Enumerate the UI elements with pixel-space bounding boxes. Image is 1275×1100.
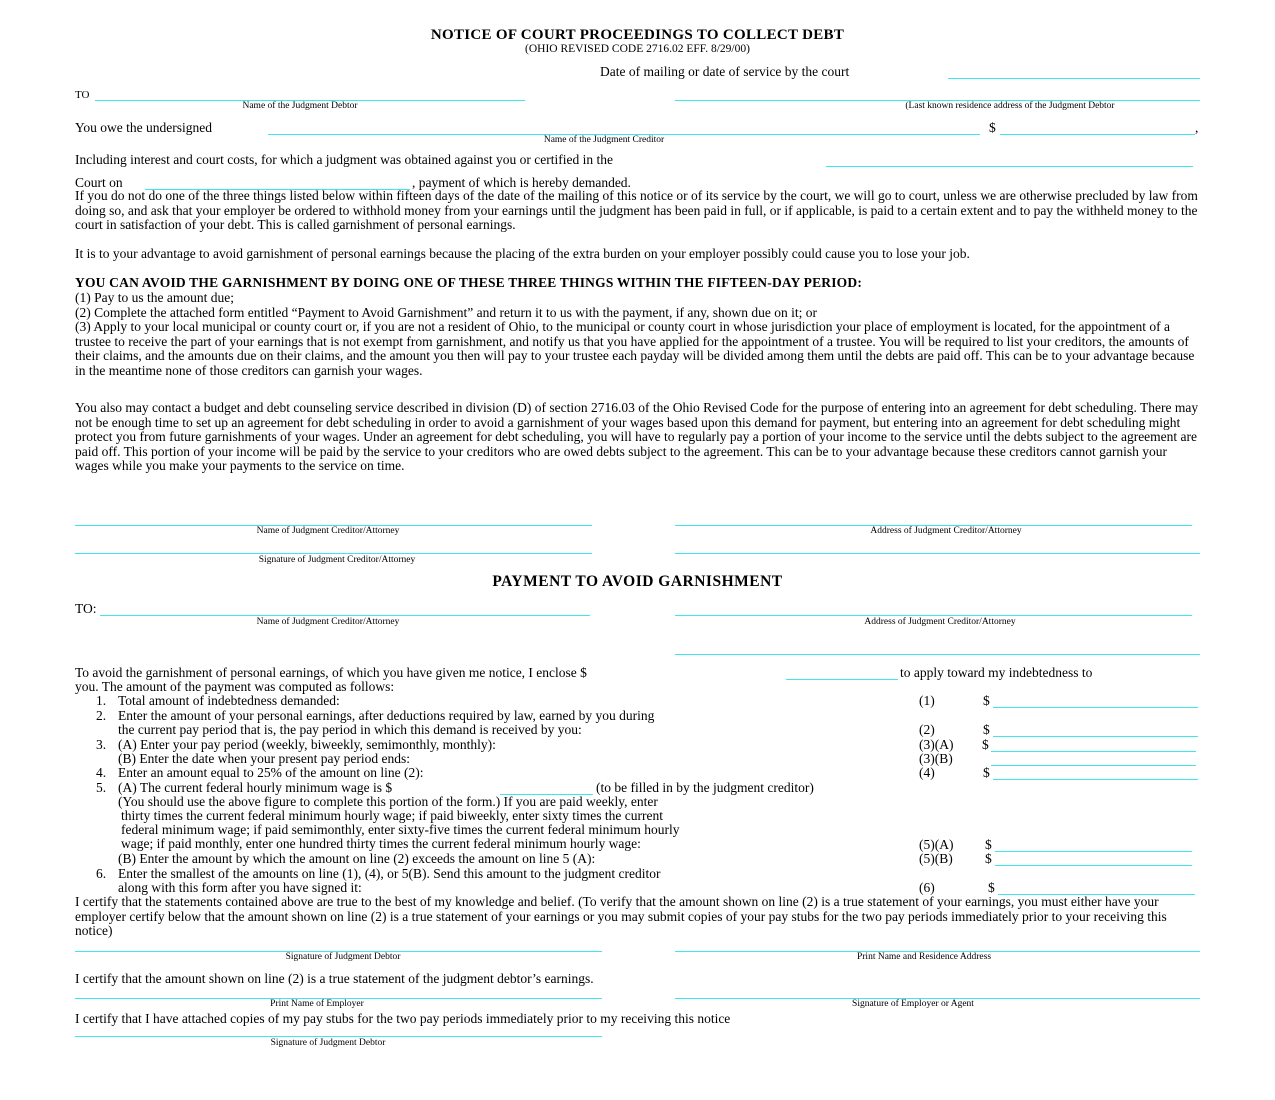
line-ref: (5)(A)	[919, 837, 954, 852]
creditor-name-caption: Name of the Judgment Creditor	[543, 135, 665, 145]
line-3a-field[interactable]	[991, 751, 1196, 752]
line-5b-amount-field[interactable]	[995, 865, 1192, 866]
item-text: Total amount of indebtedness demanded:	[118, 693, 340, 708]
payment-demanded-text: , payment of which is hereby demanded.	[412, 175, 631, 190]
option-3: (3) Apply to your local municipal or county court or, if you are not a resident of Ohio, to the municipal or county court in whose jurisdiction your place of employment is located, for the appointment of a trustee to receive the part of your earnings that is not exempt from garnishment, and notify us that you have applied for the appointment of a trustee. You will be required to list your creditors, the amounts of their claims, and the amounts due on their claims, and the amount you then will pay to your trustee each payday will be divided among them until the debts are paid off. This can be to your advantage because in the meantime none of those creditors can garnish your wages.	[75, 319, 1195, 378]
payment-intro-b: to apply toward my indebtedness to	[900, 665, 1093, 680]
item-text: along with this form after you have signed it:	[118, 880, 362, 895]
item-text: (B) Enter the date when your present pay period ends:	[118, 751, 411, 766]
paragraph-advantage: It is to your advantage to avoid garnishment of personal earnings because the placing of the extra burden on your employer possibly could cause you to lose your job.	[75, 246, 970, 261]
payment-form-title: PAYMENT TO AVOID GARNISHMENT	[492, 573, 783, 590]
option-1: (1) Pay to us the amount due;	[75, 290, 234, 305]
payment-intro-a: To avoid the garnishment of personal earnings, of which you have given me notice, I enclose $	[75, 665, 587, 680]
creditor-attorney-signature-field[interactable]	[75, 553, 592, 554]
creditor-attorney-address-line2[interactable]	[675, 553, 1200, 554]
payment-intro-c: you. The amount of the payment was computed as follows:	[75, 679, 395, 694]
debtor-name-caption: Name of the Judgment Debtor	[242, 101, 358, 111]
certified-in-field[interactable]	[826, 166, 1193, 167]
payment-creditor-address-line2[interactable]	[675, 654, 1200, 655]
item-number: 2.	[96, 708, 107, 723]
date-of-mailing-label: Date of mailing or date of service by the court	[600, 64, 850, 79]
certification-statement: I certify that the statements contained above are true to the best of my knowledge and belief. (To verify that the amount shown on line (2) is a true statement of your earnings, you must either have your employer certify below that the amount shown on line (2) is a true statement of your earnings or you may submit copies of your pay stubs for the two pay periods immediately prior to your receiving this notice)	[75, 894, 1167, 939]
line-ref: (3)(B)	[919, 751, 953, 766]
payment-creditor-address-field[interactable]	[675, 615, 1192, 616]
line-1-amount-field[interactable]	[993, 707, 1198, 708]
item-text: Enter an amount equal to 25% of the amount on line (2):	[118, 765, 424, 780]
item-number: 4.	[96, 765, 107, 780]
form-subtitle: (OHIO REVISED CODE 2716.02 EFF. 8/29/00)	[525, 43, 750, 55]
date-of-mailing-field[interactable]	[948, 78, 1200, 79]
item-text: Enter the amount of your personal earnings, after deductions required by law, earned by you during	[118, 708, 655, 723]
creditor-attorney-address-caption: Address of Judgment Creditor/Attorney	[870, 526, 1022, 536]
payment-creditor-name-field[interactable]	[100, 615, 590, 616]
item-number: 3.	[96, 737, 107, 752]
line-5a-amount-field[interactable]	[995, 851, 1192, 852]
creditor-attorney-signature-caption: Signature of Judgment Creditor/Attorney	[258, 555, 416, 565]
including-text: Including interest and court costs, for which a judgment was obtained against you or certified in the	[75, 152, 613, 167]
item-text: thirty times the current federal minimum hourly wage; if paid biweekly, enter sixty times the current	[121, 808, 663, 823]
item-text: (A) Enter your pay period (weekly, biweekly, semimonthly, monthly):	[118, 737, 496, 752]
payment-to-label: TO:	[75, 601, 97, 616]
item-number: 1.	[96, 693, 107, 708]
dollar-sign: $	[988, 880, 995, 895]
debtor-address-caption: (Last known residence address of the Judgment Debtor	[905, 101, 1115, 111]
avoid-heading: YOU CAN AVOID THE GARNISHMENT BY DOING ONE OF THESE THREE THINGS WITHIN THE FIFTEEN-DAY PERIOD:	[75, 275, 863, 290]
dollar-sign: $	[983, 693, 990, 708]
owe-label: You owe the undersigned	[75, 120, 212, 135]
line-ref: (1)	[919, 693, 935, 708]
line-ref: (2)	[919, 722, 935, 737]
debtor-signature-caption-2: Signature of Judgment Debtor	[270, 1038, 386, 1048]
to-label: TO	[75, 89, 90, 101]
paragraph-garnishment-warning: If you do not do one of the three things listed below within fifteen days of the date of the mailing of this notice or of its service by the court, we will go to court, unless we are otherwise precluded by law from doing so, and ask that your employer be ordered to withhold money from your earnings until the judgment has been paid in full, or if applicable, is paid to a certain extent and to pay the withheld money to the court in satisfaction of your debt. This is called garnishment of personal earnings.	[75, 188, 1198, 233]
payment-creditor-address-caption: Address of Judgment Creditor/Attorney	[864, 617, 1016, 627]
line-4-amount-field[interactable]	[993, 779, 1198, 780]
employer-print-name-caption: Print Name of Employer	[270, 999, 364, 1009]
item-text: Enter the smallest of the amounts on line (1), (4), or 5(B). Send this amount to the judgment creditor	[118, 866, 661, 881]
debtor-signature-caption: Signature of Judgment Debtor	[285, 952, 401, 962]
creditor-attorney-name-caption: Name of Judgment Creditor/Attorney	[256, 526, 400, 536]
line-ref: (4)	[919, 765, 935, 780]
item-number: 6.	[96, 866, 107, 881]
line-ref: (3)(A)	[919, 737, 954, 752]
line-ref: (5)(B)	[919, 851, 953, 866]
owe-amount-field[interactable]	[1000, 134, 1195, 135]
option-2: (2) Complete the attached form entitled “Payment to Avoid Garnishment” and return it to us with the payment, if any, shown due on it; or	[75, 305, 817, 320]
dollar-sign: $	[985, 851, 992, 866]
dollar-sign: $	[983, 722, 990, 737]
enclosed-amount-field[interactable]	[786, 679, 898, 680]
item-text: (B) Enter the amount by which the amount on line (2) exceeds the amount on line 5 (A):	[118, 851, 596, 866]
item-text: the current pay period that is, the pay period in which this demand is received by you:	[118, 722, 582, 737]
item-text: wage; if paid monthly, enter one hundred thirty times the current federal minimum hourly wage:	[121, 836, 641, 851]
pay-stubs-certification: I certify that I have attached copies of my pay stubs for the two pay periods immediately prior to my receiving this notice	[75, 1011, 731, 1026]
item-text: (A) The current federal hourly minimum wage is $	[118, 780, 393, 795]
item-text: (to be filled in by the judgment creditor)	[596, 780, 814, 795]
paragraph-debt-counseling: You also may contact a budget and debt counseling service described in division (D) of section 2716.03 of the Ohio Revised Code for the purpose of entering into an agreement for debt scheduling. There may not be enough time to set up an agreement for debt scheduling in order to avoid a garnishment of your wages based upon this demand for payment, but entering into an agreement for debt scheduling might protect you from future garnishments of your wages. Under an agreement for debt scheduling, you will have to regularly pay a portion of your income to the service until the debts subject to the agreement are paid off. This portion of your income will be paid by the service to your creditors who are owed debts subject to the agreement. This can be to your advantage because these creditors cannot garnish your wages while you make your payments to the service on time.	[75, 400, 1199, 474]
dollar-sign: $	[985, 837, 992, 852]
line-ref: (6)	[919, 880, 935, 895]
line-2-amount-field[interactable]	[993, 736, 1198, 737]
dollar-sign: $	[983, 765, 990, 780]
line-3b-field[interactable]	[991, 765, 1196, 766]
item-text: (You should use the above figure to complete this portion of the form.) If you are paid weekly, enter	[118, 794, 658, 809]
owe-dollar-sign: $	[989, 120, 996, 135]
court-on-label: Court on	[75, 175, 123, 190]
employer-certification: I certify that the amount shown on line (2) is a true statement of the judgment debtor’s earnings.	[75, 971, 594, 986]
item-text: federal minimum wage; if paid semimonthly, enter sixty-five times the current federal minimum hourly	[121, 822, 680, 837]
print-name-address-caption: Print Name and Residence Address	[856, 952, 992, 962]
employer-signature-caption: Signature of Employer or Agent	[852, 999, 974, 1009]
item-number: 5.	[96, 780, 107, 795]
dollar-sign: $	[982, 737, 989, 752]
debtor-signature-field-2[interactable]	[75, 1036, 602, 1037]
owe-comma: ,	[1195, 120, 1199, 135]
form-title: NOTICE OF COURT PROCEEDINGS TO COLLECT DEBT	[430, 27, 845, 43]
payment-creditor-name-caption: Name of Judgment Creditor/Attorney	[256, 617, 400, 627]
